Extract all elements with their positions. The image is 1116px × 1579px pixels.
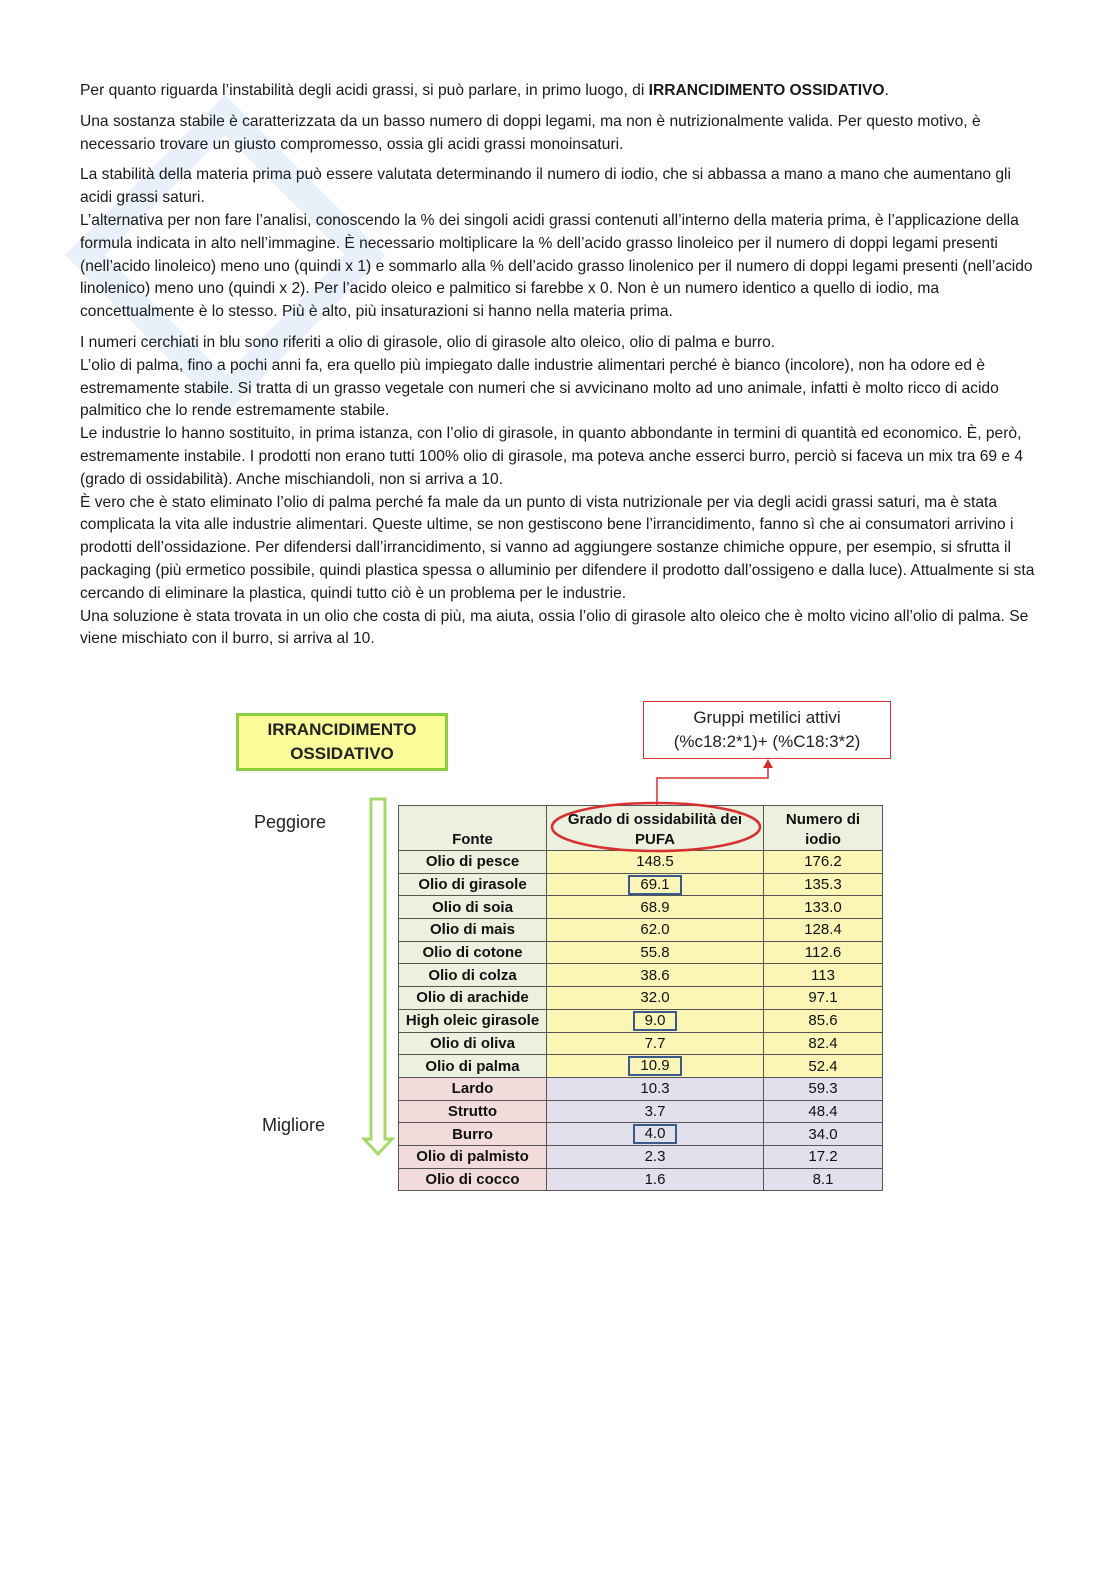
formula-label: Gruppi metilici attivi [693, 708, 841, 727]
paragraph: Le industrie lo hanno sostituito, in prima istanza, con l’olio di girasole, in quanto abbondante in termini di quantità ed economico. È, però, estremamente instabile. I prodotti non erano tutti 100% olio di girasole, ma poteva anche esserci burro, perciò si faceva un mix tra 69 e 4 (grado di ossidabilità). Anche mischiandoli, non si arriva a 10. [80, 425, 1024, 488]
paragraph: La stabilità della materia prima può essere valutata determinando il numero di iodio, che si abbassa a mano a mano che aumentano gli acidi grassi saturi. [80, 166, 1011, 207]
cell-fonte: Olio di oliva [399, 1032, 547, 1055]
table-row [399, 964, 883, 987]
table-row [399, 896, 883, 919]
cell-iodio: 176.2 [764, 851, 883, 874]
paragraph: Una sostanza stabile è caratterizzata da un basso numero di doppi legami, ma non è nutrizionalmente valida. Per questo motivo, è necessario trovare un giusto compromesso, ossia gli acidi grassi monoinsaturi. [80, 112, 981, 153]
blue-box-highlight: 9.0 [633, 1011, 678, 1031]
cell-iodio: 112.6 [764, 941, 883, 964]
cell-iodio: 133.0 [764, 896, 883, 919]
blue-box-highlight: 69.1 [628, 875, 681, 895]
table-row [399, 1100, 883, 1123]
paragraph: I numeri cerchiati in blu sono riferiti a olio di girasole, olio di girasole alto oleico, olio di palma e burro. [80, 333, 776, 351]
cell-grado: 68.9 [547, 896, 764, 919]
cell-iodio: 113 [764, 964, 883, 987]
label-worst: Peggiore [254, 812, 327, 832]
oxidation-table [398, 805, 883, 1191]
cell-iodio: 85.6 [764, 1009, 883, 1032]
cell-grado: 148.5 [547, 851, 764, 874]
cell-iodio: 52.4 [764, 1055, 883, 1078]
cell-grado: 55.8 [547, 941, 764, 964]
connector-line [657, 765, 768, 806]
cell-grado: 38.6 [547, 964, 764, 987]
cell-fonte: Strutto [399, 1100, 547, 1123]
cell-iodio: 17.2 [764, 1145, 883, 1168]
cell-fonte: Olio di cocco [399, 1168, 547, 1191]
down-arrow-icon [364, 799, 392, 1154]
header-grado: Grado di ossidabilità dei PUFA [547, 806, 764, 851]
table-row [399, 851, 883, 874]
table-row [399, 873, 883, 896]
cell-fonte: Olio di mais [399, 919, 547, 942]
cell-fonte: Olio di arachide [399, 987, 547, 1010]
cell-grado [547, 873, 764, 896]
cell-grado [547, 1123, 764, 1146]
cell-grado: 62.0 [547, 919, 764, 942]
header-fonte: Fonte [399, 806, 547, 851]
cell-fonte: Burro [399, 1123, 547, 1146]
cell-fonte: Olio di cotone [399, 941, 547, 964]
paragraph: Una soluzione è stata trovata in un olio che costa di più, ma aiuta, ossia l’olio di girasole alto oleico che è molto vicino all’olio di palma. Se viene mischiato con il burro, si arriva al 10. [80, 607, 1029, 648]
table-row [399, 919, 883, 942]
cell-fonte: Olio di soia [399, 896, 547, 919]
table-row [399, 1032, 883, 1055]
cell-iodio: 135.3 [764, 873, 883, 896]
cell-fonte: Olio di palmisto [399, 1145, 547, 1168]
paragraph: È vero che è stato eliminato l’olio di palma perché fa male da un punto di vista nutrizionale per via degli acidi grassi saturi, ma è stata complicata la vita alle industrie alimentari. Queste ultime, se non gestiscono bene l’irrancidimento, fanno sì che ai consumatori arrivino i prodotti dell’ossidazione. Per difendersi dall’irrancidimento, si vanno ad aggiungere sostanze chimiche oppure, per esempio, si sfrutta il packaging (più ermetico possibile, quindi plastica spessa o alluminio per difendere il prodotto dall’ossigeno e dalla luce). Attualmente si sta cercando di eliminare la plastica, quindi tutto ciò è un problema per le industrie. [80, 493, 1035, 602]
table-row [399, 987, 883, 1010]
header-iodio: Numero di iodio [764, 806, 883, 851]
cell-grado: 3.7 [547, 1100, 764, 1123]
cell-grado: 32.0 [547, 987, 764, 1010]
table-row [399, 1077, 883, 1100]
cell-grado [547, 1055, 764, 1078]
table-row [399, 1055, 883, 1078]
table-row [399, 1168, 883, 1191]
paragraph: L’olio di palma, fino a pochi anni fa, era quello più impiegato dalle industrie alimentari perché è bianco (incolore), non ha odore ed è estremamente stabile. Si tratta di un grasso vegetale con numeri che si avvicinano molto ad uno animale, infatti è molto ricco di acido palmitico che lo rende estremamente stabile. [80, 356, 999, 420]
cell-grado: 7.7 [547, 1032, 764, 1055]
table-row [399, 1009, 883, 1032]
table-row [399, 941, 883, 964]
paragraph: Per quanto riguarda l’instabilità degli acidi grassi, si può parlare, in primo luogo, di IRRANCIDIMENTO OSSIDATIVO. [80, 82, 889, 99]
cell-grado: 1.6 [547, 1168, 764, 1191]
formula-expression: (%c18:2*1)+ (%C18:3*2) [673, 732, 861, 751]
cell-iodio: 59.3 [764, 1077, 883, 1100]
label-best: Migliore [262, 1115, 326, 1135]
cell-iodio: 97.1 [764, 987, 883, 1010]
cell-fonte: Lardo [399, 1077, 547, 1100]
cell-grado: 10.3 [547, 1077, 764, 1100]
cell-fonte: Olio di palma [399, 1055, 547, 1078]
connector-arrowhead [763, 759, 773, 768]
cell-iodio: 8.1 [764, 1168, 883, 1191]
cell-fonte: Olio di colza [399, 964, 547, 987]
table-row [399, 1123, 883, 1146]
cell-iodio: 128.4 [764, 919, 883, 942]
paragraph: L’alternativa per non fare l’analisi, conoscendo la % dei singoli acidi grassi contenuti all’interno della materia prima, è l’applicazione della formula indicata in alto nell’immagine. È necessario moltiplicare la % dell’acido grasso linoleico per il numero di doppi legami presenti (nell’acido linoleico) meno uno (quindi x 1) e sommarlo alla % dell’acido grasso linolenico per il numero di doppi legami presenti (nell’acido linolenico) meno uno (quindi x 2). Per l’acido oleico e palmitico si farebbe x 0. Non è un numero identico a quello di iodio, ma concettualmente è lo stesso. Più è alto, più insaturazioni si hanno nella materia prima. [80, 211, 1033, 321]
cell-fonte: High oleic girasole [399, 1009, 547, 1032]
blue-box-highlight: 4.0 [633, 1124, 678, 1144]
cell-grado: 2.3 [547, 1145, 764, 1168]
figure-title: IRRANCIDIMENTO OSSIDATIVO [236, 713, 448, 771]
table-header-row [399, 806, 883, 851]
cell-fonte: Olio di pesce [399, 851, 547, 874]
cell-iodio: 34.0 [764, 1123, 883, 1146]
cell-iodio: 48.4 [764, 1100, 883, 1123]
cell-fonte: Olio di girasole [399, 873, 547, 896]
table-row [399, 1145, 883, 1168]
cell-iodio: 82.4 [764, 1032, 883, 1055]
blue-box-highlight: 10.9 [628, 1056, 681, 1076]
cell-grado [547, 1009, 764, 1032]
